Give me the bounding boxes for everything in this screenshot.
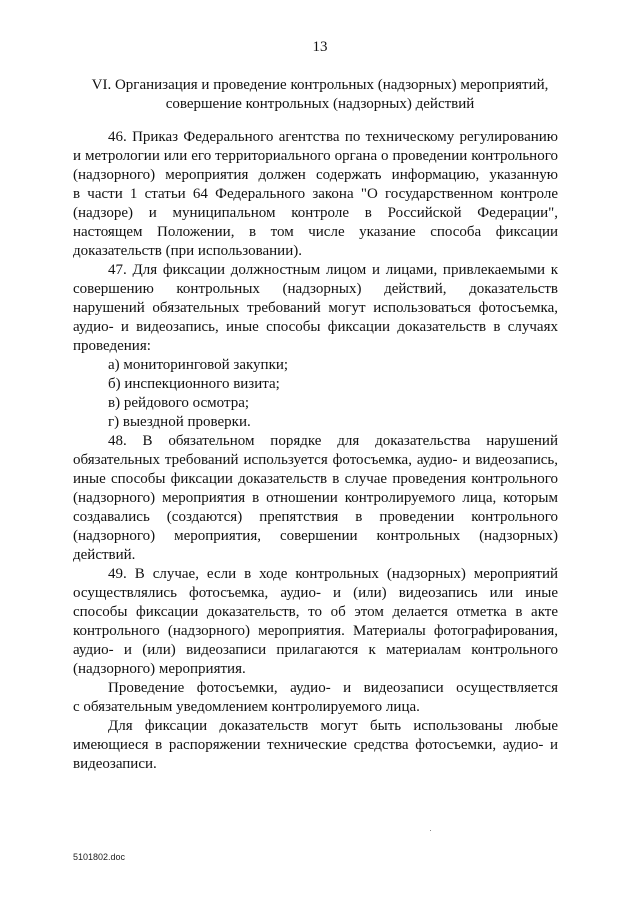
document-body bbox=[73, 128, 558, 774]
list-item: а) мониторинговой закупки; bbox=[108, 357, 289, 373]
text-line: аудио- и (или) видеозаписи прилагаются к материалам контрольного bbox=[73, 642, 558, 658]
list-item: в) рейдового осмотра; bbox=[108, 395, 250, 411]
list-item: г) выездной проверки. bbox=[108, 414, 251, 430]
text-line: нарушений обязательных требований могут использоваться фотосъемка, bbox=[73, 300, 558, 316]
paragraph-evidence-means bbox=[73, 717, 558, 774]
text-line: в части 1 статьи 64 Федерального закона "О государственном контроле bbox=[73, 186, 558, 202]
text-line: (надзорного) мероприятия. bbox=[73, 661, 246, 677]
text-line: способы фиксации доказательств, то об этом делается отметка в акте bbox=[73, 604, 558, 620]
section-title bbox=[60, 76, 580, 113]
text-line: доказательств (при использовании). bbox=[73, 243, 302, 259]
text-line: проведения: bbox=[73, 338, 151, 354]
text-line: 47. Для фиксации должностным лицом и лицами, привлекаемыми к bbox=[108, 262, 558, 278]
text-line: Проведение фотосъемки, аудио- и видеозаписи осуществляется bbox=[108, 680, 558, 696]
section-title-line-1: VI. Организация и проведение контрольных (надзорных) мероприятий, bbox=[91, 77, 549, 93]
text-line: (надзоре) и муниципальном контроле в Российской Федерации", bbox=[73, 205, 558, 221]
text-line: совершению контрольных (надзорных) действий, доказательств bbox=[73, 281, 558, 297]
paragraph-46 bbox=[73, 128, 558, 261]
text-line: осуществлялись фотосъемка, аудио- и (или) видеозапись или иные bbox=[73, 585, 558, 601]
paragraph-49 bbox=[73, 565, 558, 679]
text-line: контрольного (надзорного) мероприятия. Материалы фотографирования, bbox=[73, 623, 558, 639]
text-line: и метрологии или его территориального органа о проведении контрольного bbox=[73, 148, 558, 164]
text-line: видеозаписи. bbox=[73, 756, 157, 772]
text-line: имеющиеся в распоряжении технические средства фотосъемки, аудио- и bbox=[73, 737, 558, 753]
section-title-line-2: совершение контрольных (надзорных) действий bbox=[165, 95, 475, 112]
text-line: Для фиксации доказательств могут быть использованы любые bbox=[108, 718, 558, 734]
text-line: 48. В обязательном порядке для доказательства нарушений bbox=[108, 433, 558, 449]
paragraph-notification bbox=[73, 679, 558, 717]
text-line: аудио- и видеозапись, иные способы фиксации доказательств в случаях bbox=[73, 319, 558, 335]
scan-speck bbox=[430, 830, 431, 831]
text-line: с обязательным уведомлением контролируемого лица. bbox=[73, 699, 420, 715]
list-item: б) инспекционного визита; bbox=[108, 376, 280, 392]
page-number: 13 bbox=[312, 39, 328, 55]
text-line: 46. Приказ Федерального агентства по техническому регулированию bbox=[108, 129, 558, 145]
text-line: (надзорного) мероприятия в отношении контролируемого лица, которым bbox=[73, 490, 558, 506]
paragraph-48 bbox=[73, 432, 558, 565]
text-line: создавались (создаются) препятствия в проведении контрольного bbox=[73, 509, 558, 525]
document-file-code: 5101802.doc bbox=[73, 852, 126, 862]
text-line: (надзорного) мероприятия, совершении контрольных (надзорных) bbox=[73, 528, 558, 544]
text-line: (надзорного) мероприятия должен содержать информацию, указанную bbox=[73, 167, 558, 183]
text-line: действий. bbox=[73, 547, 136, 563]
text-line: обязательных требований используется фотосъемка, аудио- и видеозапись, bbox=[73, 452, 558, 468]
inspection-types-list bbox=[73, 356, 558, 432]
paragraph-47 bbox=[73, 261, 558, 356]
text-line: настоящем Положении, в том числе указание способа фиксации bbox=[73, 224, 558, 240]
text-line: иные способы фиксации доказательств в случае проведения контрольного bbox=[73, 471, 558, 487]
text-line: 49. В случае, если в ходе контрольных (надзорных) мероприятий bbox=[108, 566, 558, 582]
